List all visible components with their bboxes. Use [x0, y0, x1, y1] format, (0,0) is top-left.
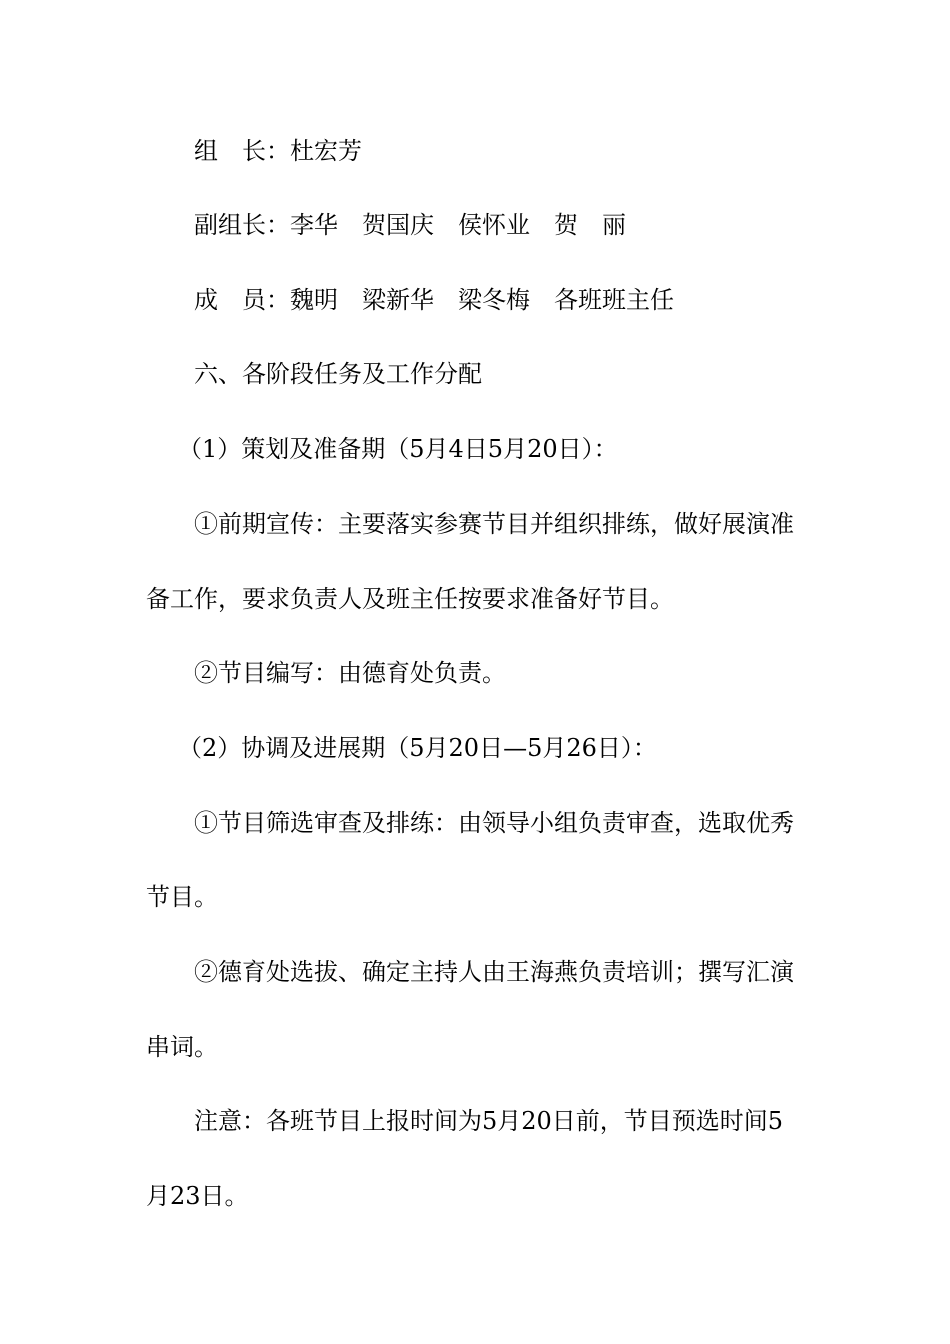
phase-1-heading: （1）策划及准备期（5月4日5月20日）： [178, 435, 618, 463]
paragraph-line: ②节目编写：由德育处负责。 [194, 659, 506, 687]
paragraph-line: ①前期宣传：主要落实参赛节目并组织排练，做好展演准 [194, 510, 794, 538]
members-line: 成 员：魏明 梁新华 梁冬梅 各班班主任 [194, 286, 674, 314]
paragraph-line: 备工作，要求负责人及班主任按要求准备好节目。 [146, 585, 674, 613]
paragraph-line: 节目。 [146, 883, 218, 911]
note-line: 注意：各班节目上报时间为5月20日前，节目预选时间5 [194, 1107, 784, 1135]
note-line: 月23日。 [146, 1182, 249, 1210]
phase-2-heading: （2）协调及进展期（5月20日—5月26日）： [178, 734, 657, 762]
paragraph-line: 串词。 [146, 1033, 218, 1061]
leader-line: 组 长：杜宏芳 [194, 137, 362, 165]
paragraph-line: ①节目筛选审查及排练：由领导小组负责审查，选取优秀 [194, 809, 794, 837]
section-heading: 六、各阶段任务及工作分配 [194, 360, 482, 388]
deputy-leader-line: 副组长：李华 贺国庆 侯怀业 贺 丽 [194, 211, 626, 239]
paragraph-line: ②德育处选拔、确定主持人由王海燕负责培训；撰写汇演 [194, 958, 794, 986]
